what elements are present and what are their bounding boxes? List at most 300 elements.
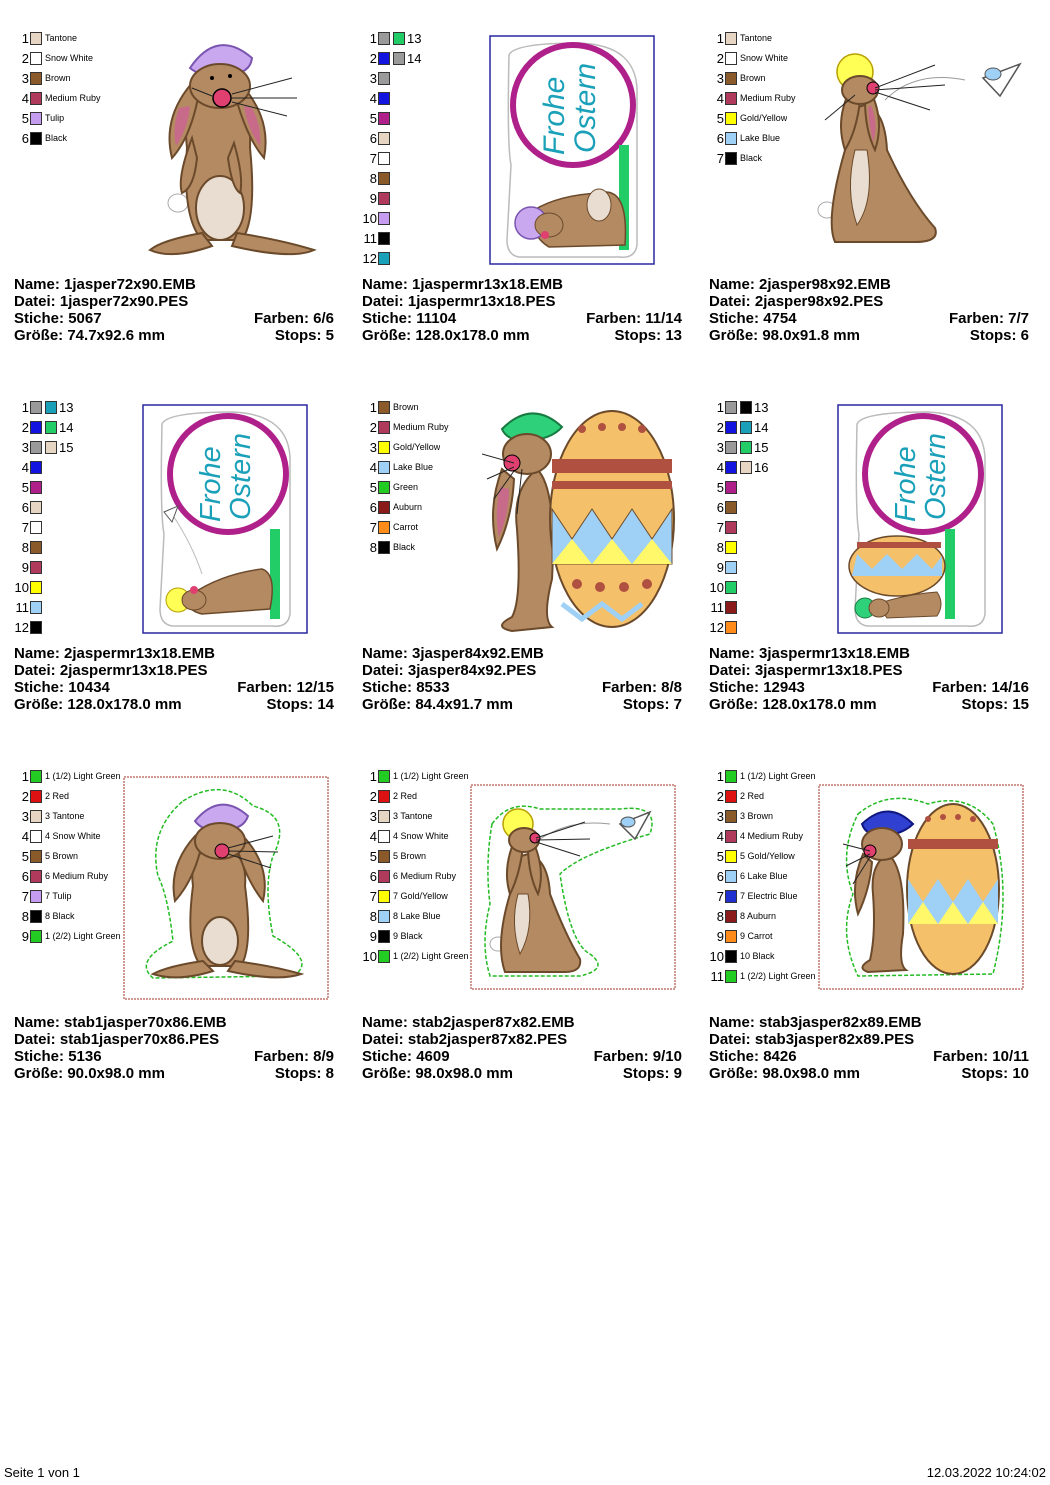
color-swatch-row xyxy=(709,128,780,148)
file-name-label: Name: xyxy=(14,276,60,293)
color-swatch-row xyxy=(14,417,42,437)
color-swatch xyxy=(30,830,42,843)
color-index: 3 xyxy=(21,439,29,455)
stop-count xyxy=(266,696,334,713)
info-line xyxy=(362,1065,682,1082)
color-index: 9 xyxy=(369,190,377,206)
color-count-label: Farben: xyxy=(932,679,988,696)
color-name: 7 Gold/Yellow xyxy=(393,891,448,901)
color-swatch-row xyxy=(362,866,456,886)
design-size-value: 128.0x178.0 mm xyxy=(67,696,182,713)
info-line xyxy=(709,1014,1029,1031)
pes-file xyxy=(14,293,188,310)
pes-file-label: Datei: xyxy=(362,1031,404,1048)
color-swatch xyxy=(30,461,42,474)
color-swatch xyxy=(725,850,737,863)
color-swatch xyxy=(725,810,737,823)
color-swatch-row xyxy=(14,786,69,806)
color-swatch-row xyxy=(362,477,418,497)
color-name: Snow White xyxy=(45,53,94,63)
color-swatch xyxy=(725,52,737,65)
stop-count xyxy=(970,327,1029,344)
color-swatch xyxy=(378,92,390,105)
color-swatch xyxy=(740,461,752,474)
color-name: 6 Lake Blue xyxy=(740,871,788,881)
bunny-paper-plane-applique-image xyxy=(470,784,676,990)
color-index: 8 xyxy=(716,539,724,555)
color-swatch xyxy=(30,52,42,65)
color-swatch xyxy=(378,870,390,883)
file-name-label: Name: xyxy=(362,276,408,293)
color-count-value: 6/6 xyxy=(313,310,334,327)
color-swatch xyxy=(378,72,390,85)
info-line xyxy=(362,293,682,310)
color-swatch xyxy=(393,32,405,45)
color-count-value: 12/15 xyxy=(296,679,334,696)
color-swatch-row xyxy=(14,397,42,417)
color-swatch-row xyxy=(14,577,42,597)
color-swatch xyxy=(725,92,737,105)
color-swatch-row xyxy=(14,477,42,497)
color-index: 4 xyxy=(369,828,377,844)
color-swatch-row xyxy=(740,457,771,477)
frame-text-ostern: Ostern xyxy=(569,62,602,153)
color-index: 4 xyxy=(21,828,29,844)
color-swatch-row xyxy=(740,437,771,457)
color-swatch xyxy=(378,112,390,125)
pes-file xyxy=(362,293,555,310)
color-index: 6 xyxy=(369,868,377,884)
color-swatch-row xyxy=(709,966,816,986)
stitch-count xyxy=(362,1048,450,1065)
color-swatch-row xyxy=(14,437,42,457)
pes-file-value: 3jaspermr13x18.PES xyxy=(754,662,903,679)
frohe-ostern-frame-image xyxy=(489,35,655,265)
design-size-label: Größe: xyxy=(14,1065,64,1082)
color-name: 7 Electric Blue xyxy=(740,891,798,901)
design-preview xyxy=(123,776,329,1000)
file-name-value: 2jasper98x92.EMB xyxy=(759,276,891,293)
file-name xyxy=(709,645,910,662)
color-swatch-row xyxy=(362,48,390,68)
color-swatch xyxy=(30,621,42,634)
color-swatch-row xyxy=(362,417,449,437)
color-name: Green xyxy=(393,482,419,492)
file-name-label: Name: xyxy=(14,645,60,662)
design-card xyxy=(14,397,334,737)
design-card xyxy=(709,766,1029,1106)
color-index: 2 xyxy=(369,788,377,804)
color-swatch-row xyxy=(362,537,415,557)
color-swatch-row xyxy=(740,397,771,417)
color-count-label: Farben: xyxy=(593,1048,649,1065)
color-swatch xyxy=(393,52,405,65)
info-line xyxy=(14,1048,334,1065)
color-swatch-row xyxy=(709,577,737,597)
color-name: 1 (2/2) Light Green xyxy=(393,951,469,961)
color-swatch xyxy=(725,890,737,903)
color-swatch xyxy=(725,501,737,514)
color-index: 7 xyxy=(369,519,377,535)
color-name: 7 Tulip xyxy=(45,891,72,901)
color-count xyxy=(237,679,334,696)
color-index: 13 xyxy=(59,399,74,415)
info-line xyxy=(14,645,334,662)
color-swatch xyxy=(30,112,42,125)
color-name: 4 Snow White xyxy=(393,831,449,841)
color-swatch xyxy=(378,461,390,474)
color-swatch-row xyxy=(362,228,390,248)
color-count-label: Farben: xyxy=(933,1048,989,1065)
stitch-count-label: Stiche: xyxy=(709,1048,760,1065)
stitch-count-label: Stiche: xyxy=(709,310,760,327)
color-swatch xyxy=(378,810,390,823)
color-index: 5 xyxy=(716,848,724,864)
stitch-count xyxy=(14,679,110,696)
color-index: 7 xyxy=(21,888,29,904)
color-swatch-row xyxy=(362,846,426,866)
pes-file xyxy=(709,1031,914,1048)
color-swatch xyxy=(725,581,737,594)
color-swatch xyxy=(725,870,737,883)
design-size-label: Größe: xyxy=(14,327,64,344)
color-swatch xyxy=(30,132,42,145)
design-card xyxy=(709,397,1029,737)
color-index: 9 xyxy=(716,559,724,575)
color-swatch xyxy=(30,72,42,85)
color-index: 5 xyxy=(21,848,29,864)
stitch-count-label: Stiche: xyxy=(14,679,65,696)
pes-file-label: Datei: xyxy=(14,662,56,679)
color-swatch xyxy=(725,461,737,474)
color-swatch-row xyxy=(14,537,42,557)
design-size-value: 128.0x178.0 mm xyxy=(415,327,530,344)
color-index: 8 xyxy=(21,908,29,924)
color-swatch-row xyxy=(709,806,773,826)
color-swatch-row xyxy=(709,148,762,168)
stitch-count xyxy=(362,310,456,327)
color-name: 10 Black xyxy=(740,951,775,961)
design-preview xyxy=(489,35,655,265)
stitch-count-value: 8533 xyxy=(416,679,450,696)
frame-text-frohe: Frohe xyxy=(538,76,571,155)
info-line xyxy=(362,1031,682,1048)
color-name: 1 (2/2) Light Green xyxy=(45,931,121,941)
color-index: 1 xyxy=(369,399,377,415)
color-swatch-row xyxy=(362,886,448,906)
color-swatch-row xyxy=(14,517,42,537)
color-swatch-row xyxy=(709,477,737,497)
stop-count xyxy=(614,327,682,344)
color-index: 5 xyxy=(369,110,377,126)
design-size xyxy=(709,327,860,344)
stitch-count-value: 5136 xyxy=(68,1048,102,1065)
color-swatch-row xyxy=(362,517,418,537)
color-count-value: 14/16 xyxy=(991,679,1029,696)
color-swatch-row xyxy=(362,88,390,108)
pes-file-label: Datei: xyxy=(362,293,404,310)
color-swatch-row xyxy=(14,457,42,477)
color-swatch-row xyxy=(362,128,390,148)
color-swatch xyxy=(378,790,390,803)
info-line xyxy=(709,696,1029,713)
file-name xyxy=(362,645,544,662)
color-swatch-row xyxy=(709,597,737,617)
color-index: 2 xyxy=(21,50,29,66)
color-count-label: Farben: xyxy=(601,679,657,696)
file-name-value: 2jaspermr13x18.EMB xyxy=(64,645,215,662)
design-size xyxy=(14,1065,165,1082)
file-name-label: Name: xyxy=(14,1014,60,1031)
color-count xyxy=(586,310,682,327)
color-swatch xyxy=(378,501,390,514)
print-timestamp: 12.03.2022 10:24:02 xyxy=(926,1465,1046,1480)
design-size-value: 128.0x178.0 mm xyxy=(762,696,877,713)
color-swatch-row xyxy=(709,437,737,457)
color-count-label: Farben: xyxy=(253,1048,309,1065)
color-swatch-row xyxy=(709,68,766,88)
color-count-label: Farben: xyxy=(586,310,642,327)
color-swatch xyxy=(30,810,42,823)
design-info xyxy=(709,1014,1029,1082)
stop-count-label: Stops: xyxy=(274,327,322,344)
design-info xyxy=(709,276,1029,344)
color-name: Brown xyxy=(45,73,71,83)
color-index: 8 xyxy=(369,908,377,924)
stop-count-value: 15 xyxy=(1012,696,1029,713)
color-index: 2 xyxy=(369,419,377,435)
color-index: 1 xyxy=(369,768,377,784)
info-line xyxy=(14,679,334,696)
color-swatch-row xyxy=(709,906,776,926)
color-swatch-row xyxy=(709,497,737,517)
design-info xyxy=(14,645,334,713)
color-swatch-row xyxy=(709,617,737,637)
stitch-count-label: Stiche: xyxy=(362,1048,413,1065)
color-name: Brown xyxy=(393,402,419,412)
color-swatch xyxy=(378,910,390,923)
color-index: 9 xyxy=(21,559,29,575)
file-name-value: stab1jasper70x86.EMB xyxy=(64,1014,227,1031)
color-count xyxy=(932,679,1029,696)
color-index: 2 xyxy=(716,419,724,435)
color-name: Tantone xyxy=(740,33,773,43)
color-swatch-row xyxy=(362,188,390,208)
color-swatch-row xyxy=(362,457,433,477)
design-size-value: 98.0x98.0 mm xyxy=(762,1065,860,1082)
color-index: 4 xyxy=(369,459,377,475)
file-name xyxy=(14,645,215,662)
color-swatch xyxy=(30,421,42,434)
color-index: 1 xyxy=(716,399,724,415)
color-count xyxy=(594,1048,682,1065)
color-swatch-row xyxy=(14,826,101,846)
color-index: 10 xyxy=(709,948,724,964)
color-swatch-row xyxy=(393,48,424,68)
color-name: 3 Tantone xyxy=(45,811,85,821)
color-index: 3 xyxy=(716,439,724,455)
color-index: 8 xyxy=(369,170,377,186)
color-index: 9 xyxy=(369,928,377,944)
color-swatch xyxy=(378,441,390,454)
stop-count-value: 10 xyxy=(1012,1065,1029,1082)
info-line xyxy=(14,662,334,679)
bunny-easter-egg-applique-image xyxy=(818,784,1024,990)
design-info xyxy=(709,645,1029,713)
color-count-label: Farben: xyxy=(253,310,309,327)
design-preview xyxy=(815,50,1035,250)
info-line xyxy=(362,310,682,327)
color-swatch xyxy=(378,770,390,783)
color-index: 1 xyxy=(716,768,724,784)
file-name xyxy=(709,1014,922,1031)
color-index: 15 xyxy=(754,439,769,455)
info-line xyxy=(709,662,1029,679)
color-count-label: Farben: xyxy=(948,310,1004,327)
color-name: Lake Blue xyxy=(740,133,781,143)
color-swatch xyxy=(378,830,390,843)
color-swatch-row xyxy=(362,766,469,786)
color-name: 6 Medium Ruby xyxy=(45,871,109,881)
color-index: 3 xyxy=(369,808,377,824)
pes-file-value: 3jasper84x92.PES xyxy=(407,662,537,679)
info-line xyxy=(362,645,682,662)
info-line xyxy=(709,276,1029,293)
design-size xyxy=(362,1065,513,1082)
color-swatch-row xyxy=(14,846,78,866)
color-swatch xyxy=(378,421,390,434)
color-name: Black xyxy=(740,153,763,163)
file-name xyxy=(14,1014,227,1031)
design-card xyxy=(709,28,1029,368)
stop-count-label: Stops: xyxy=(614,327,662,344)
pes-file xyxy=(362,1031,567,1048)
color-swatch xyxy=(30,401,42,414)
color-index: 8 xyxy=(369,539,377,555)
info-line xyxy=(709,1065,1029,1082)
color-swatch-row xyxy=(709,926,773,946)
file-name-value: 1jasper72x90.EMB xyxy=(64,276,196,293)
file-name-label: Name: xyxy=(362,1014,408,1031)
design-preview xyxy=(132,28,322,268)
stitch-count-value: 10434 xyxy=(68,679,110,696)
color-index: 12 xyxy=(14,619,29,635)
stop-count-value: 9 xyxy=(673,1065,682,1082)
bunny-easter-egg-image xyxy=(482,399,682,639)
color-swatch-row xyxy=(14,88,101,108)
color-swatch-row xyxy=(362,28,390,48)
design-size xyxy=(709,696,877,713)
color-swatch xyxy=(740,421,752,434)
pes-file-value: 2jasper98x92.PES xyxy=(754,293,884,310)
color-swatch-row xyxy=(14,497,42,517)
design-size-label: Größe: xyxy=(709,1065,759,1082)
design-size-value: 74.7x92.6 mm xyxy=(67,327,165,344)
design-size-value: 98.0x98.0 mm xyxy=(415,1065,513,1082)
color-name: 5 Brown xyxy=(45,851,79,861)
color-swatch xyxy=(740,441,752,454)
color-swatch xyxy=(378,172,390,185)
color-swatch-row xyxy=(709,48,788,68)
design-size xyxy=(362,327,530,344)
file-name xyxy=(709,276,891,293)
design-preview xyxy=(482,399,682,639)
pes-file xyxy=(709,662,902,679)
design-preview xyxy=(818,784,1024,990)
info-line xyxy=(362,662,682,679)
info-line xyxy=(709,327,1029,344)
stitch-count-label: Stiche: xyxy=(362,679,413,696)
color-index: 9 xyxy=(716,928,724,944)
color-swatch xyxy=(725,790,737,803)
design-size-label: Größe: xyxy=(362,696,412,713)
stop-count-label: Stops: xyxy=(622,1065,670,1082)
color-swatch-row xyxy=(709,766,816,786)
design-card xyxy=(14,766,334,1106)
color-index: 9 xyxy=(21,928,29,944)
color-name: 3 Brown xyxy=(740,811,774,821)
color-index: 7 xyxy=(369,150,377,166)
info-line xyxy=(362,679,682,696)
pes-file xyxy=(362,662,536,679)
color-name: 5 Brown xyxy=(393,851,427,861)
pes-file-label: Datei: xyxy=(14,293,56,310)
design-card xyxy=(362,28,682,368)
color-swatch-row xyxy=(14,48,93,68)
pes-file-value: 1jasper72x90.PES xyxy=(59,293,189,310)
color-swatch-row xyxy=(14,806,84,826)
color-count xyxy=(933,1048,1029,1065)
color-name: Medium Ruby xyxy=(45,93,101,103)
color-index: 3 xyxy=(369,70,377,86)
color-name: 1 (2/2) Light Green xyxy=(740,971,816,981)
pes-file-label: Datei: xyxy=(709,662,751,679)
design-preview xyxy=(837,404,1003,634)
color-name: 1 (1/2) Light Green xyxy=(45,771,121,781)
color-swatch xyxy=(725,770,737,783)
color-name: Auburn xyxy=(393,502,423,512)
color-swatch xyxy=(30,601,42,614)
frame-text-ostern: Ostern xyxy=(920,432,952,520)
color-swatch xyxy=(378,192,390,205)
color-name: 1 (1/2) Light Green xyxy=(393,771,469,781)
color-swatch xyxy=(725,112,737,125)
color-index: 4 xyxy=(21,90,29,106)
info-line xyxy=(14,293,334,310)
stitch-count xyxy=(14,1048,102,1065)
color-swatch-row xyxy=(45,417,76,437)
color-swatch xyxy=(725,72,737,85)
color-index: 15 xyxy=(59,439,74,455)
design-size-label: Größe: xyxy=(14,696,64,713)
color-swatch xyxy=(725,421,737,434)
design-info xyxy=(14,276,334,344)
color-name: 8 Lake Blue xyxy=(393,911,441,921)
stop-count-value: 5 xyxy=(325,327,334,344)
color-name: 3 Tantone xyxy=(393,811,433,821)
color-swatch xyxy=(30,32,42,45)
stop-count xyxy=(623,1065,682,1082)
stitch-count-label: Stiche: xyxy=(709,679,760,696)
color-swatch-row xyxy=(362,68,390,88)
color-swatch xyxy=(725,601,737,614)
stop-count xyxy=(623,696,682,713)
color-swatch xyxy=(725,541,737,554)
color-index: 11 xyxy=(710,968,724,984)
color-swatch-row xyxy=(362,397,419,417)
color-index: 14 xyxy=(407,50,422,66)
color-swatch xyxy=(378,930,390,943)
